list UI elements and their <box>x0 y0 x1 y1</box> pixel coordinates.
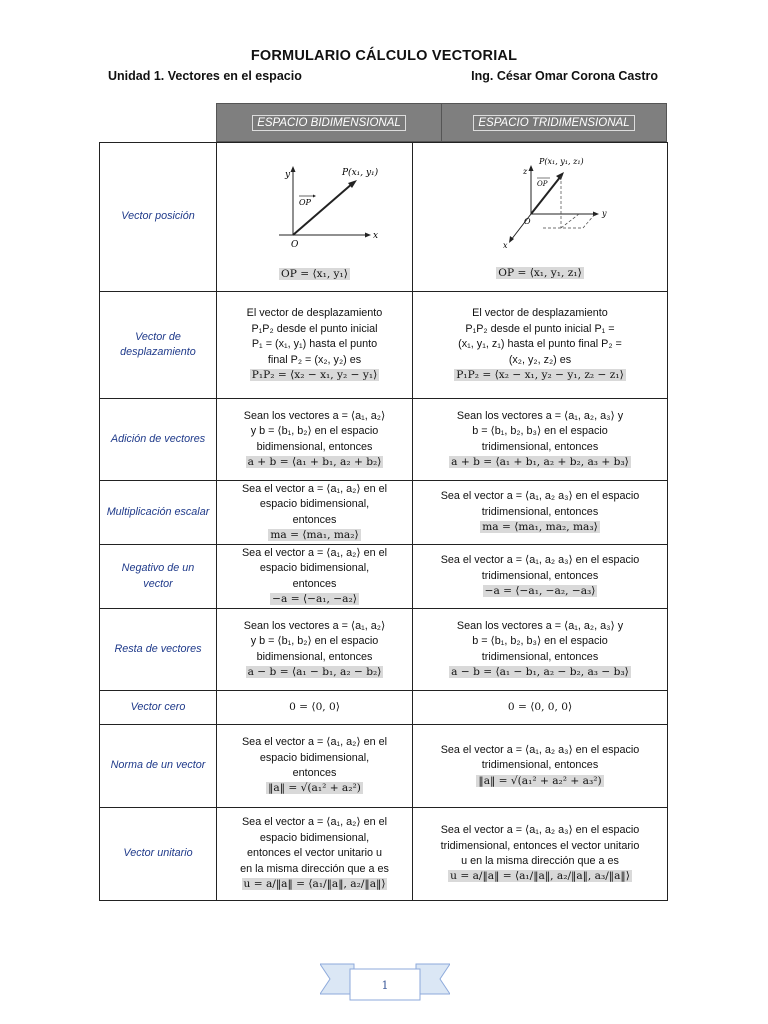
table-row <box>100 808 668 901</box>
tri-scalar-formula: ma = ⟨ma₁, ma₂, ma₃⟩ <box>482 521 598 534</box>
table-row <box>100 399 668 481</box>
bi-subtraction-formula: a − b = ⟨a₁ − b₁, a₂ − b₂⟩ <box>247 665 382 678</box>
author-name: Ing. César Omar Corona Castro <box>471 69 658 83</box>
axis-x-label: x <box>503 241 508 251</box>
vector-label: OP <box>299 198 311 208</box>
tri-norm-formula: ‖a‖ = √(a₁² + a₂² + a₃²) <box>478 774 602 787</box>
table-header <box>216 103 667 142</box>
bi-scalar-cell: Sea el vector a = ⟨a₁, a₂⟩ en el espacio bidimensional, entonces ma = ⟨ma₁, ma₂⟩ <box>217 481 413 545</box>
bi-zero-formula: 0 = ⟨0, 0⟩ <box>289 700 340 713</box>
tri-negative-cell: Sea el vector a = ⟨a₁, a₂ a₃⟩ en el espacio tridimensional, entonces −a = ⟨−a₁, −a₂, −a₃⟩ <box>413 545 668 609</box>
row-label: Resta de vectores <box>100 609 217 691</box>
tri-unit-cell: Sea el vector a = ⟨a₁, a₂ a₃⟩ en el espacio tridimensional, entonces el vector unitario u en la misma dirección que a es u = a/‖a‖ = ⟨a₁/‖a‖, a₂/‖a‖, a₃/‖a‖⟩ <box>413 808 668 901</box>
bi-displacement-cell: El vector de desplazamiento P₁P₂ desde el punto inicial P₁ = (x₁, y₁) hasta el punto final P₂ = (x₂, y₂) es P₁P₂ = ⟨x₂ − x₁, y₂ − y₁⟩ <box>217 292 413 399</box>
bi-subtraction-cell: Sean los vectores a = ⟨a₁, a₂⟩ y b = ⟨b₁, b₂⟩ en el espacio bidimensional, entonces a − b = ⟨a₁ − b₁, a₂ − b₂⟩ <box>217 609 413 691</box>
tri-zero-formula: 0 = ⟨0, 0, 0⟩ <box>507 700 573 713</box>
bi-addition-cell: Sean los vectores a = ⟨a₁, a₂⟩ y b = ⟨b₁, b₂⟩ en el espacio bidimensional, entonces a + b = ⟨a₁ + b₁, a₂ + b₂⟩ <box>217 399 413 481</box>
row-label: Vector posición <box>100 143 217 292</box>
tri-unit-formula: u = a/‖a‖ = ⟨a₁/‖a‖, a₂/‖a‖, a₃/‖a‖⟩ <box>450 870 630 883</box>
table-row <box>100 292 668 399</box>
origin-label: O <box>524 217 531 227</box>
bi-norm-formula: ‖a‖ = √(a₁² + a₂²) <box>268 782 361 795</box>
row-label: Adición de vectores <box>100 399 217 481</box>
row-label: Vector unitario <box>100 808 217 901</box>
bi-displacement-formula: P₁P₂ = ⟨x₂ − x₁, y₂ − y₁⟩ <box>251 369 378 382</box>
tri-zero-cell <box>413 691 668 725</box>
tri-norm-cell: Sea el vector a = ⟨a₁, a₂ a₃⟩ en el espacio tridimensional, entonces ‖a‖ = √(a₁² + a₂² + a₃²) <box>413 725 668 808</box>
bi-scalar-formula: ma = ⟨ma₁, ma₂⟩ <box>270 528 359 541</box>
row-label: Vector de desplazamiento <box>100 292 217 399</box>
axis-x-label: x <box>373 231 379 242</box>
page-number: 1 <box>381 979 389 992</box>
bi-position-cell <box>217 143 413 292</box>
header-tridimensional: ESPACIO TRIDIMENSIONAL <box>441 104 666 141</box>
tri-displacement-formula: P₁P₂ = ⟨x₂ − x₁, y₂ − y₁, z₂ − z₁⟩ <box>456 369 624 382</box>
tri-position-cell <box>413 143 668 292</box>
table-row <box>100 143 668 292</box>
tri-addition-formula: a + b = ⟨a₁ + b₁, a₂ + b₂, a₃ + b₃⟩ <box>451 455 629 468</box>
bi-unit-cell: Sea el vector a = ⟨a₁, a₂⟩ en el espacio bidimensional, entonces el vector unitario u en la misma dirección que a es u = a/‖a‖ = ⟨a₁/‖a‖, a₂/‖a‖⟩ <box>217 808 413 901</box>
table-row <box>100 725 668 808</box>
bi-negative-formula: −a = ⟨−a₁, −a₂⟩ <box>272 592 357 605</box>
tri-subtraction-formula: a − b = ⟨a₁ − b₁, a₂ − b₂, a₃ − b₃⟩ <box>451 665 629 678</box>
tri-negative-formula: −a = ⟨−a₁, −a₂, −a₃⟩ <box>484 585 596 598</box>
tri-displacement-cell: El vector de desplazamiento P₁P₂ desde el punto inicial P₁ = (x₁, y₁, z₁) hasta el punto final P₂ = (x₂, y₂, z₂) es P₁P₂ = ⟨x₂ − x₁, y₂ − y₁, z₂ − z₁⟩ <box>413 292 668 399</box>
row-label: Vector cero <box>100 691 217 725</box>
tri-position-figure <box>413 148 668 258</box>
vector-label: OP <box>537 180 548 189</box>
origin-label: O <box>291 240 299 251</box>
point-label: P(x₁, y₁) <box>342 168 379 179</box>
document-title: FORMULARIO CÁLCULO VECTORIAL <box>250 48 518 64</box>
table-row <box>100 545 668 609</box>
bi-unit-formula: u = a/‖a‖ = ⟨a₁/‖a‖, a₂/‖a‖⟩ <box>243 878 386 891</box>
bi-position-figure <box>217 149 413 259</box>
formula-table <box>99 142 668 901</box>
table-row <box>100 691 668 725</box>
row-label: Norma de un vector <box>100 725 217 808</box>
tri-addition-cell: Sean los vectores a = ⟨a₁, a₂, a₃⟩ y b = ⟨b₁, b₂, b₃⟩ en el espacio tridimensional, entonces a + b = ⟨a₁ + b₁, a₂ + b₂, a₃ + b₃⟩ <box>413 399 668 481</box>
row-label: Multiplicación escalar <box>100 481 217 545</box>
page-number-ribbon <box>320 960 450 1002</box>
point-label: P(x₁, y₁, z₁) <box>539 157 584 167</box>
tri-subtraction-cell: Sean los vectores a = ⟨a₁, a₂, a₃⟩ y b = ⟨b₁, b₂, b₃⟩ en el espacio tridimensional, entonces a − b = ⟨a₁ − b₁, a₂ − b₂, a₃ − b₃⟩ <box>413 609 668 691</box>
axis-y-label: y <box>285 170 291 181</box>
bi-zero-cell <box>217 691 413 725</box>
bi-norm-cell: Sea el vector a = ⟨a₁, a₂⟩ en el espacio bidimensional, entonces ‖a‖ = √(a₁² + a₂²) <box>217 725 413 808</box>
tri-position-formula: OP = ⟨x₁, y₁, z₁⟩ <box>498 267 582 280</box>
table-row <box>100 481 668 545</box>
row-label: Negativo de un vector <box>100 545 217 609</box>
table-row <box>100 609 668 691</box>
bi-negative-cell: Sea el vector a = ⟨a₁, a₂⟩ en el espacio bidimensional, entonces −a = ⟨−a₁, −a₂⟩ <box>217 545 413 609</box>
tri-scalar-cell: Sea el vector a = ⟨a₁, a₂ a₃⟩ en el espacio tridimensional, entonces ma = ⟨ma₁, ma₂, ma₃⟩ <box>413 481 668 545</box>
bi-position-formula: OP = ⟨x₁, y₁⟩ <box>281 268 348 281</box>
header-bidimensional: ESPACIO BIDIMENSIONAL <box>217 104 441 141</box>
unit-title: Unidad 1. Vectores en el espacio <box>108 69 302 83</box>
axis-y-label: y <box>602 209 607 219</box>
bi-addition-formula: a + b = ⟨a₁ + b₁, a₂ + b₂⟩ <box>247 455 382 468</box>
axis-z-label: z <box>523 167 528 177</box>
